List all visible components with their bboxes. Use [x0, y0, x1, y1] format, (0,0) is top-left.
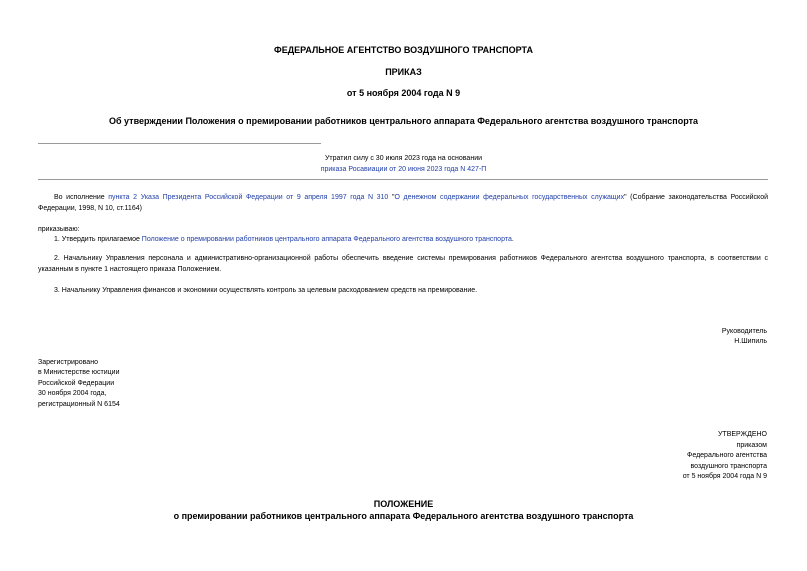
signature-block [722, 327, 767, 347]
document-date-number: от 5 ноября 2004 года N 9 [346, 88, 461, 98]
regulation-link[interactable]: Положение о премировании работников центрального аппарата Федерального агентства воздушного транспорта [141, 236, 512, 243]
status-text: Утратил силу с 30 июля 2023 года на основании [324, 155, 483, 162]
regulation-title: ПОЛОЖЕНИЕ [373, 499, 434, 509]
order-word: приказываю: [38, 226, 80, 233]
divider-bottom [38, 179, 768, 180]
document-title: Об утверждении Положения о премировании работников центрального аппарата Федерального агентства воздушного транспорта [108, 116, 698, 126]
status-link[interactable]: приказа Росавиации от 20 июня 2023 года N 427-П [320, 166, 487, 173]
signature-role: Руководитель [721, 328, 767, 335]
regulation-subtitle: о премировании работников центрального аппарата Федерального агентства воздушного транспорта [173, 511, 634, 521]
item-1: 1. Утвердить прилагаемое Положение о премировании работников центрального аппарата Федерального агентства воздушного транспорта. [54, 236, 514, 243]
decree-link[interactable]: пункта 2 Указа Президента Российской Федерации от 9 апреля 1997 года N 310 [108, 194, 389, 201]
signature-name: Н.Шипиль [734, 338, 767, 345]
item-3: 3. Начальнику Управления финансов и экономики осуществлять контроль за целевым расходованием средств на премирование. [54, 287, 478, 294]
agency-name: ФЕДЕРАЛЬНОЕ АГЕНТСТВО ВОЗДУШНОГО ТРАНСПОРТА [274, 45, 533, 55]
item-2: 2. Начальнику Управления персонала и административно-организационной работы обеспечить введение системы премирования работников Федерального агентства воздушного транспорта, в соответствии с указанным в пункте 1 настоящего приказа Положением. [38, 255, 768, 273]
salary-law-link[interactable]: О денежном содержании федеральных государственных служащих [394, 194, 625, 201]
divider-top [38, 143, 321, 144]
document-type: ПРИКАЗ [385, 67, 422, 77]
approved-block: УТВЕРЖДЕНО приказом Федерального агентства воздушного транспорта от 5 ноября 2004 года N 9 [682, 431, 767, 480]
preamble-paragraph: Во исполнение пункта 2 Указа Президента Российской Федерации от 9 апреля 1997 года N 310 "О денежном содержании федеральных государственных служащих" (Собрание законодательства Российской Федерации, 1998, N 10, ст.1164) [38, 194, 769, 212]
registration-block: Зарегистрировано в Министерстве юстиции Российской Федерации 30 ноября 2004 года, регистрационный N 6154 [38, 359, 120, 408]
